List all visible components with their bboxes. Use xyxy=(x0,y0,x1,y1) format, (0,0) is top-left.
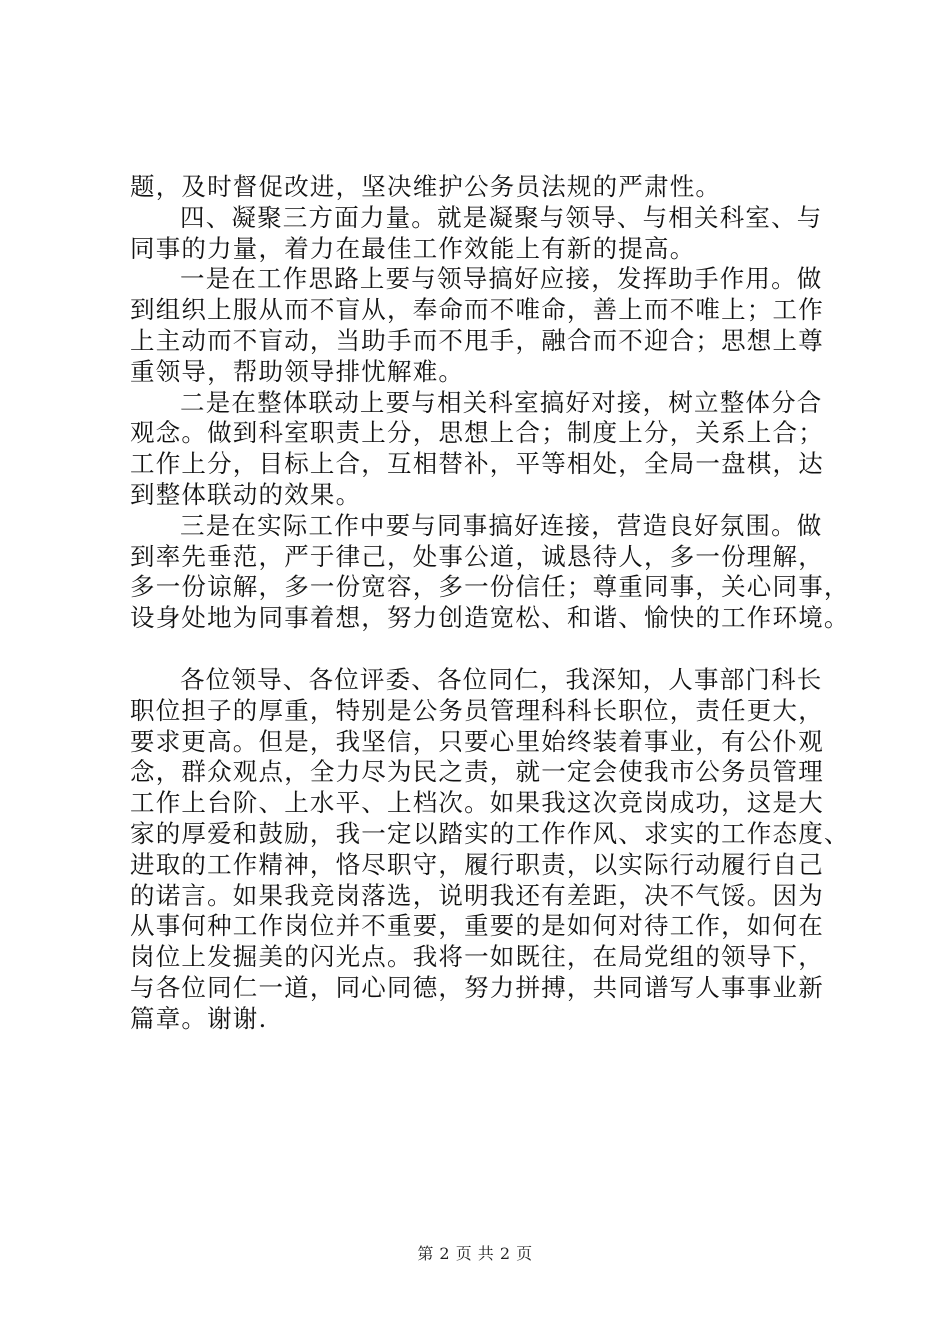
text-line: 进取的工作精神，恪尽职守，履行职责，以实际行动履行自己 xyxy=(130,849,824,879)
text-line: 从事何种工作岗位并不重要，重要的是如何对待工作，如何在 xyxy=(130,911,824,941)
text-line: 与各位同仁一道，同心同德，努力拼搏，共同谱写人事事业新 xyxy=(130,972,824,1002)
text-line: 上主动而不盲动，当助手而不甩手，融合而不迎合；思想上尊 xyxy=(130,325,824,355)
paragraph-gap xyxy=(130,634,850,665)
text-line: 工作上台阶、上水平、上档次。如果我这次竞岗成功，这是大 xyxy=(130,788,824,818)
text-line: 念，群众观点，全力尽为民之责，就一定会使我市公务员管理 xyxy=(130,757,824,787)
text-line: 二是在整体联动上要与相关科室搞好对接，树立整体分合 xyxy=(180,387,823,417)
text-line: 到组织上服从而不盲从，奉命而不唯命，善上而不唯上；工作 xyxy=(130,295,824,325)
text-line: 三是在实际工作中要与同事搞好连接，营造良好氛围。做 xyxy=(180,510,823,540)
text-line: 题，及时督促改进，坚决维护公务员法规的严肃性。 xyxy=(130,172,722,201)
text-line: 多一份谅解，多一份宽容，多一份信任；尊重同事，关心同事， xyxy=(130,572,850,602)
page-number-footer: 第 2 页 共 2 页 xyxy=(417,1244,533,1263)
text-line: 各位领导、各位评委、各位同仁，我深知，人事部门科长 xyxy=(180,664,823,694)
text-line: 同事的力量，着力在最佳工作效能上有新的提高。 xyxy=(130,233,696,263)
text-line: 篇章。谢谢. xyxy=(130,1003,268,1033)
text-line: 重领导，帮助领导排忧解难。 xyxy=(130,356,465,386)
text-line: 工作上分，目标上合，互相替补，平等相处，全局一盘棋，达 xyxy=(130,449,824,479)
text-line: 家的厚爱和鼓励，我一定以踏实的工作作风、求实的工作态度、 xyxy=(130,818,850,848)
text-line: 到率先垂范，严于律己，处事公道，诚恳待人，多一份理解， xyxy=(130,541,824,571)
text-line: 到整体联动的效果。 xyxy=(130,479,362,509)
text-line: 一是在工作思路上要与领导搞好应接，发挥助手作用。做 xyxy=(180,264,823,294)
text-line: 设身处地为同事着想，努力创造宽松、和谐、愉快的工作环境。 xyxy=(130,603,850,633)
text-line: 的诺言。如果我竞岗落选，说明我还有差距，决不气馁。因为 xyxy=(130,880,824,910)
text-line: 岗位上发掘美的闪光点。我将一如既往，在局党组的领导下， xyxy=(130,942,824,972)
text-line: 职位担子的厚重，特别是公务员管理科科长职位，责任更大， xyxy=(130,695,824,725)
text-line: 观念。做到科室职责上分，思想上合；制度上分，关系上合； xyxy=(130,418,824,448)
text-line: 要求更高。但是，我坚信，只要心里始终装着事业，有公仆观 xyxy=(130,726,824,756)
section-heading: 四、凝聚三方面力量。就是凝聚与领导、与相关科室、与 xyxy=(180,202,823,232)
document-body xyxy=(130,172,850,1035)
